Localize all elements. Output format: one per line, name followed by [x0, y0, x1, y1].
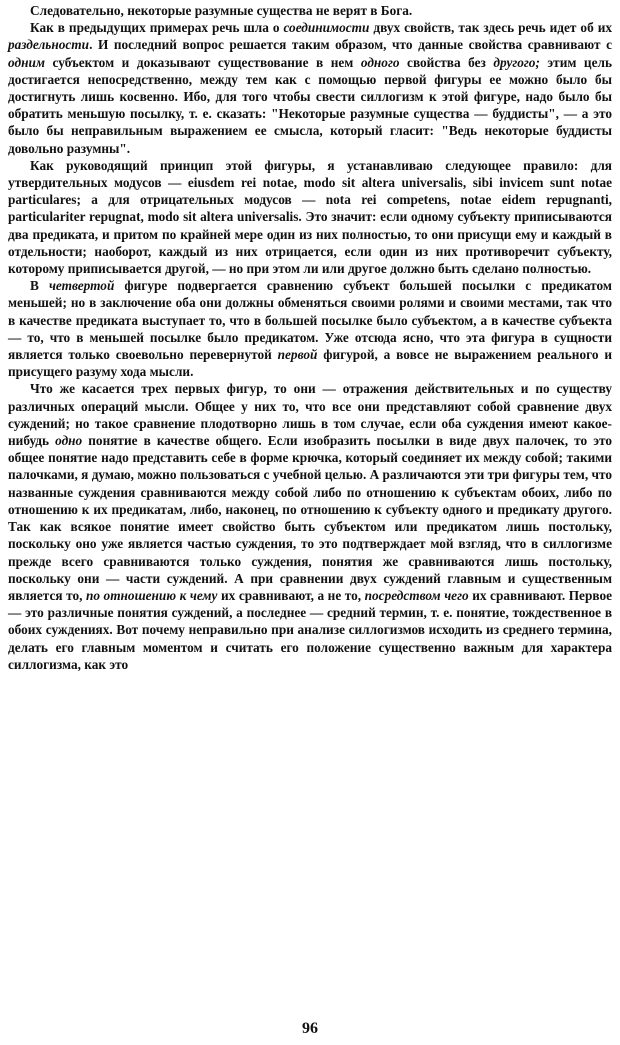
text-run: свойства без — [399, 54, 494, 70]
text-run: . И последний вопрос решается таким образом, что данные свойства сравнивают с — [89, 37, 612, 53]
paragraph — [8, 2, 612, 19]
text-run: понятие в качестве общего. Если изобразить посылки в виде двух палочек, то это общее понятие надо представить себе в форме крючка, который соединяет их между собой; такими палочками, я думаю, можно пользоваться с учебной целью. А различаются эти три фигуры тем, что названные суждения сравниваются между собой либо по отношению к субъектам обоих, либо по отношению к их предикатам, либо, наконец, по отношению к субъекту одного и предикату другого. Так как всякое понятие имеет свойство быть субъектом или предикатом лишь постольку, поскольку оно уже является частью суждения, то это подтверждает мой взгляд, что в силлогизме прежде всего сравниваются только суждения, понятия же сравниваются лишь постольку, поскольку они — части суждений. А при сравнении двух суждений главным и существенным является то, — [8, 433, 612, 603]
italic-text-run: четвертой — [48, 278, 115, 294]
text-run: их сравнивают. Первое — это различные понятия суждений, а последнее — средний термин, т. е. понятие, тождественное в обоих суждениях. Вот почему неправильно при анализе силлогизмов исходить из среднего термина, делать его главным моментом и считать его положение существенно важным для характера силлогизма, как это — [8, 587, 612, 672]
paragraph — [8, 277, 612, 380]
text-run: субъектом и доказывают существование в нем — [44, 54, 361, 70]
italic-text-run: одно — [55, 433, 83, 449]
italic-text-run: первой — [277, 347, 318, 363]
italic-text-run: раздельности — [8, 37, 90, 53]
italic-text-run: одним — [8, 54, 45, 70]
text-run: двух свойств, так здесь речь идет об их — [369, 20, 613, 36]
text-run: этим цель достигается непосредственно, между тем как с помощью первой фигуры ее можно было бы достигнуть лишь косвенно. Ибо, для того чтобы свести силлогизм к этой фигуре, надо было бы обратить меньшую посылку, т. е. сказать: "Некоторые разумные существа — буддисты", — а это было бы неправильным выражением ее смысла, который гласит: "Ведь некоторые буддисты довольно разумны". — [8, 54, 612, 156]
text-run: Что же касается трех первых фигур, то они — отражения действительных и по существу различных операций мысли. Общее у них то, что все они представляют собой сравнение двух суждений; но такое сравнение плодотворно лишь в том случае, если оба суждения имеют какое-нибудь — [8, 381, 612, 449]
text-run: фигурой, а вовсе не выражением реального и присущего разуму хода мысли. — [8, 347, 612, 380]
text-run: их сравнивают, а не то, — [217, 587, 365, 603]
page-number: 96 — [302, 1020, 318, 1037]
italic-text-run: соединимости — [283, 20, 370, 36]
italic-text-run: по отношению к чему — [85, 587, 218, 603]
paragraph — [8, 19, 612, 157]
text-run: Как в предыдущих примерах речь шла о — [30, 20, 284, 36]
text-run: фигуре подвергается сравнению субъект большей посылки с предикатом меньшей; но в заключение оба они должны обменяться своими ролями и своими местами, так что в качестве предиката выступает то, что в большей посылке было субъектом, а в качестве субъекта — то, что в меньшей посылке было предикатом. Уже отсюда ясно, что эта фигура в сущности является только своевольно перевернутой — [8, 278, 612, 363]
italic-text-run: одного — [360, 54, 400, 70]
text-run: В — [30, 278, 49, 294]
text-run: Как руководящий принцип этой фигуры, я устанавливаю следующее правило: для утвердительных модусов — eiusdem rei notae, modo sit altera universalis, sibi invicem sunt notae particulares; а для отрицательных модусов — nota rei competens, notae eidem repugnanti, particulariter repugnat, modo sit altera universalis. Это значит: если одному субъекту приписываются два предиката, и притом по крайней мере один из них полностью, то они присущи ему и каждый в отдельности; наоборот, каждый из них отрицается, если один из них противоречит субъекту, которому приписывается другой, — но при этом ли или другое должно быть сделано полностью. — [8, 157, 612, 277]
text-run: Следовательно, некоторые разумные существа не верят в Бога. — [30, 3, 413, 18]
paragraph — [8, 380, 612, 672]
book-page — [8, 0, 612, 1045]
italic-text-run: другого; — [493, 54, 540, 70]
paragraph — [8, 157, 612, 277]
italic-text-run: посредством чего — [364, 587, 469, 603]
